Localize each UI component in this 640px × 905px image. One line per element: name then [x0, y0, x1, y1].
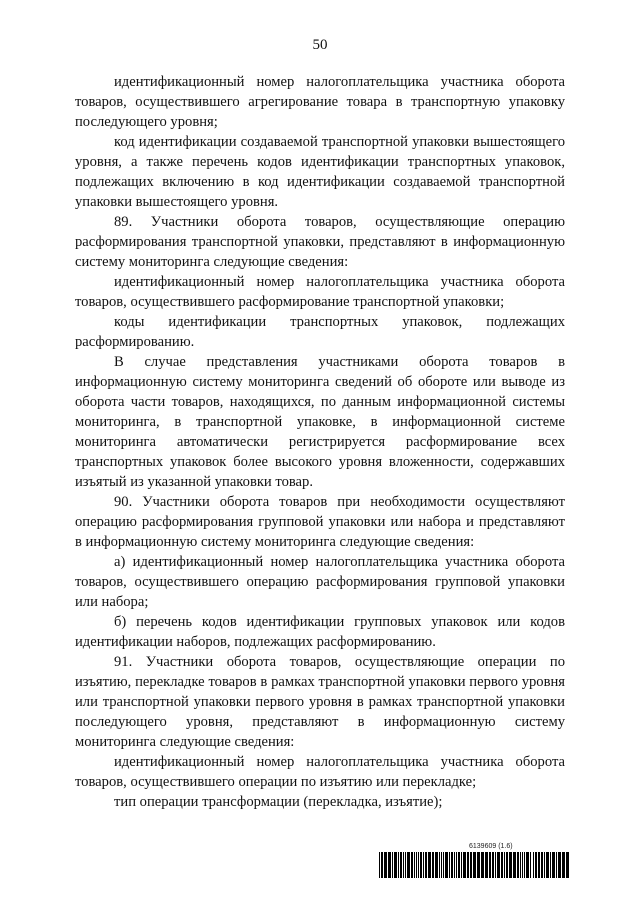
paragraph: идентификационный номер налогоплательщика участника оборота товаров, осуществившего операции по изъятию или перекладке;	[75, 754, 565, 790]
paragraph: В случае представления участниками оборота товаров в информационную систему мониторинга сведений об обороте или выводе из оборота части товаров, находящихся, по данным информационной системы мониторинга, в транспортной упаковке, в информационной системе мониторинга автоматически регистрируется расформирование всех транспортных упаковок более высокого уровня вложенности, содержавших изъятый из указанной упаковки товар.	[75, 354, 565, 490]
paragraph: идентификационный номер налогоплательщика участника оборота товаров, осуществившего агрегирование товара в транспортную упаковку последующего уровня;	[75, 74, 565, 130]
paragraph: 89. Участники оборота товаров, осуществляющие операцию расформирования транспортной упаковки, представляют в информационную систему мониторинга следующие сведения:	[75, 214, 565, 270]
document-code: 6139609 (1.6)	[469, 843, 513, 850]
page-number: 50	[312, 37, 328, 53]
paragraph: б) перечень кодов идентификации групповых упаковок или кодов идентификации наборов, подлежащих расформированию.	[75, 614, 565, 650]
paragraph: 91. Участники оборота товаров, осуществляющие операции по изъятию, перекладке товаров в рамках транспортной упаковки первого уровня или транспортной упаковки первого уровня в рамках транспортной упаковки последующего уровня, представляют в информационную систему мониторинга следующие сведения:	[75, 654, 565, 750]
paragraph: идентификационный номер налогоплательщика участника оборота товаров, осуществившего расформирование транспортной упаковки;	[75, 274, 565, 310]
paragraph: коды идентификации транспортных упаковок, подлежащих расформированию.	[75, 314, 565, 350]
paragraph: тип операции трансформации (перекладка, изъятие);	[114, 794, 443, 810]
paragraph: 90. Участники оборота товаров при необходимости осуществляют операцию расформирования групповой упаковки или набора и представляют в информационную систему мониторинга следующие сведения:	[75, 494, 565, 550]
document-body	[75, 72, 565, 812]
barcode	[379, 852, 569, 878]
paragraph: а) идентификационный номер налогоплательщика участника оборота товаров, осуществившего операцию расформирования групповой упаковки или набора;	[75, 554, 565, 610]
paragraph: код идентификации создаваемой транспортной упаковки вышестоящего уровня, а также перечень кодов идентификации транспортных упаковок, подлежащих включению в код идентификации создаваемой транспортной упаковки вышестоящего уровня.	[75, 134, 565, 210]
